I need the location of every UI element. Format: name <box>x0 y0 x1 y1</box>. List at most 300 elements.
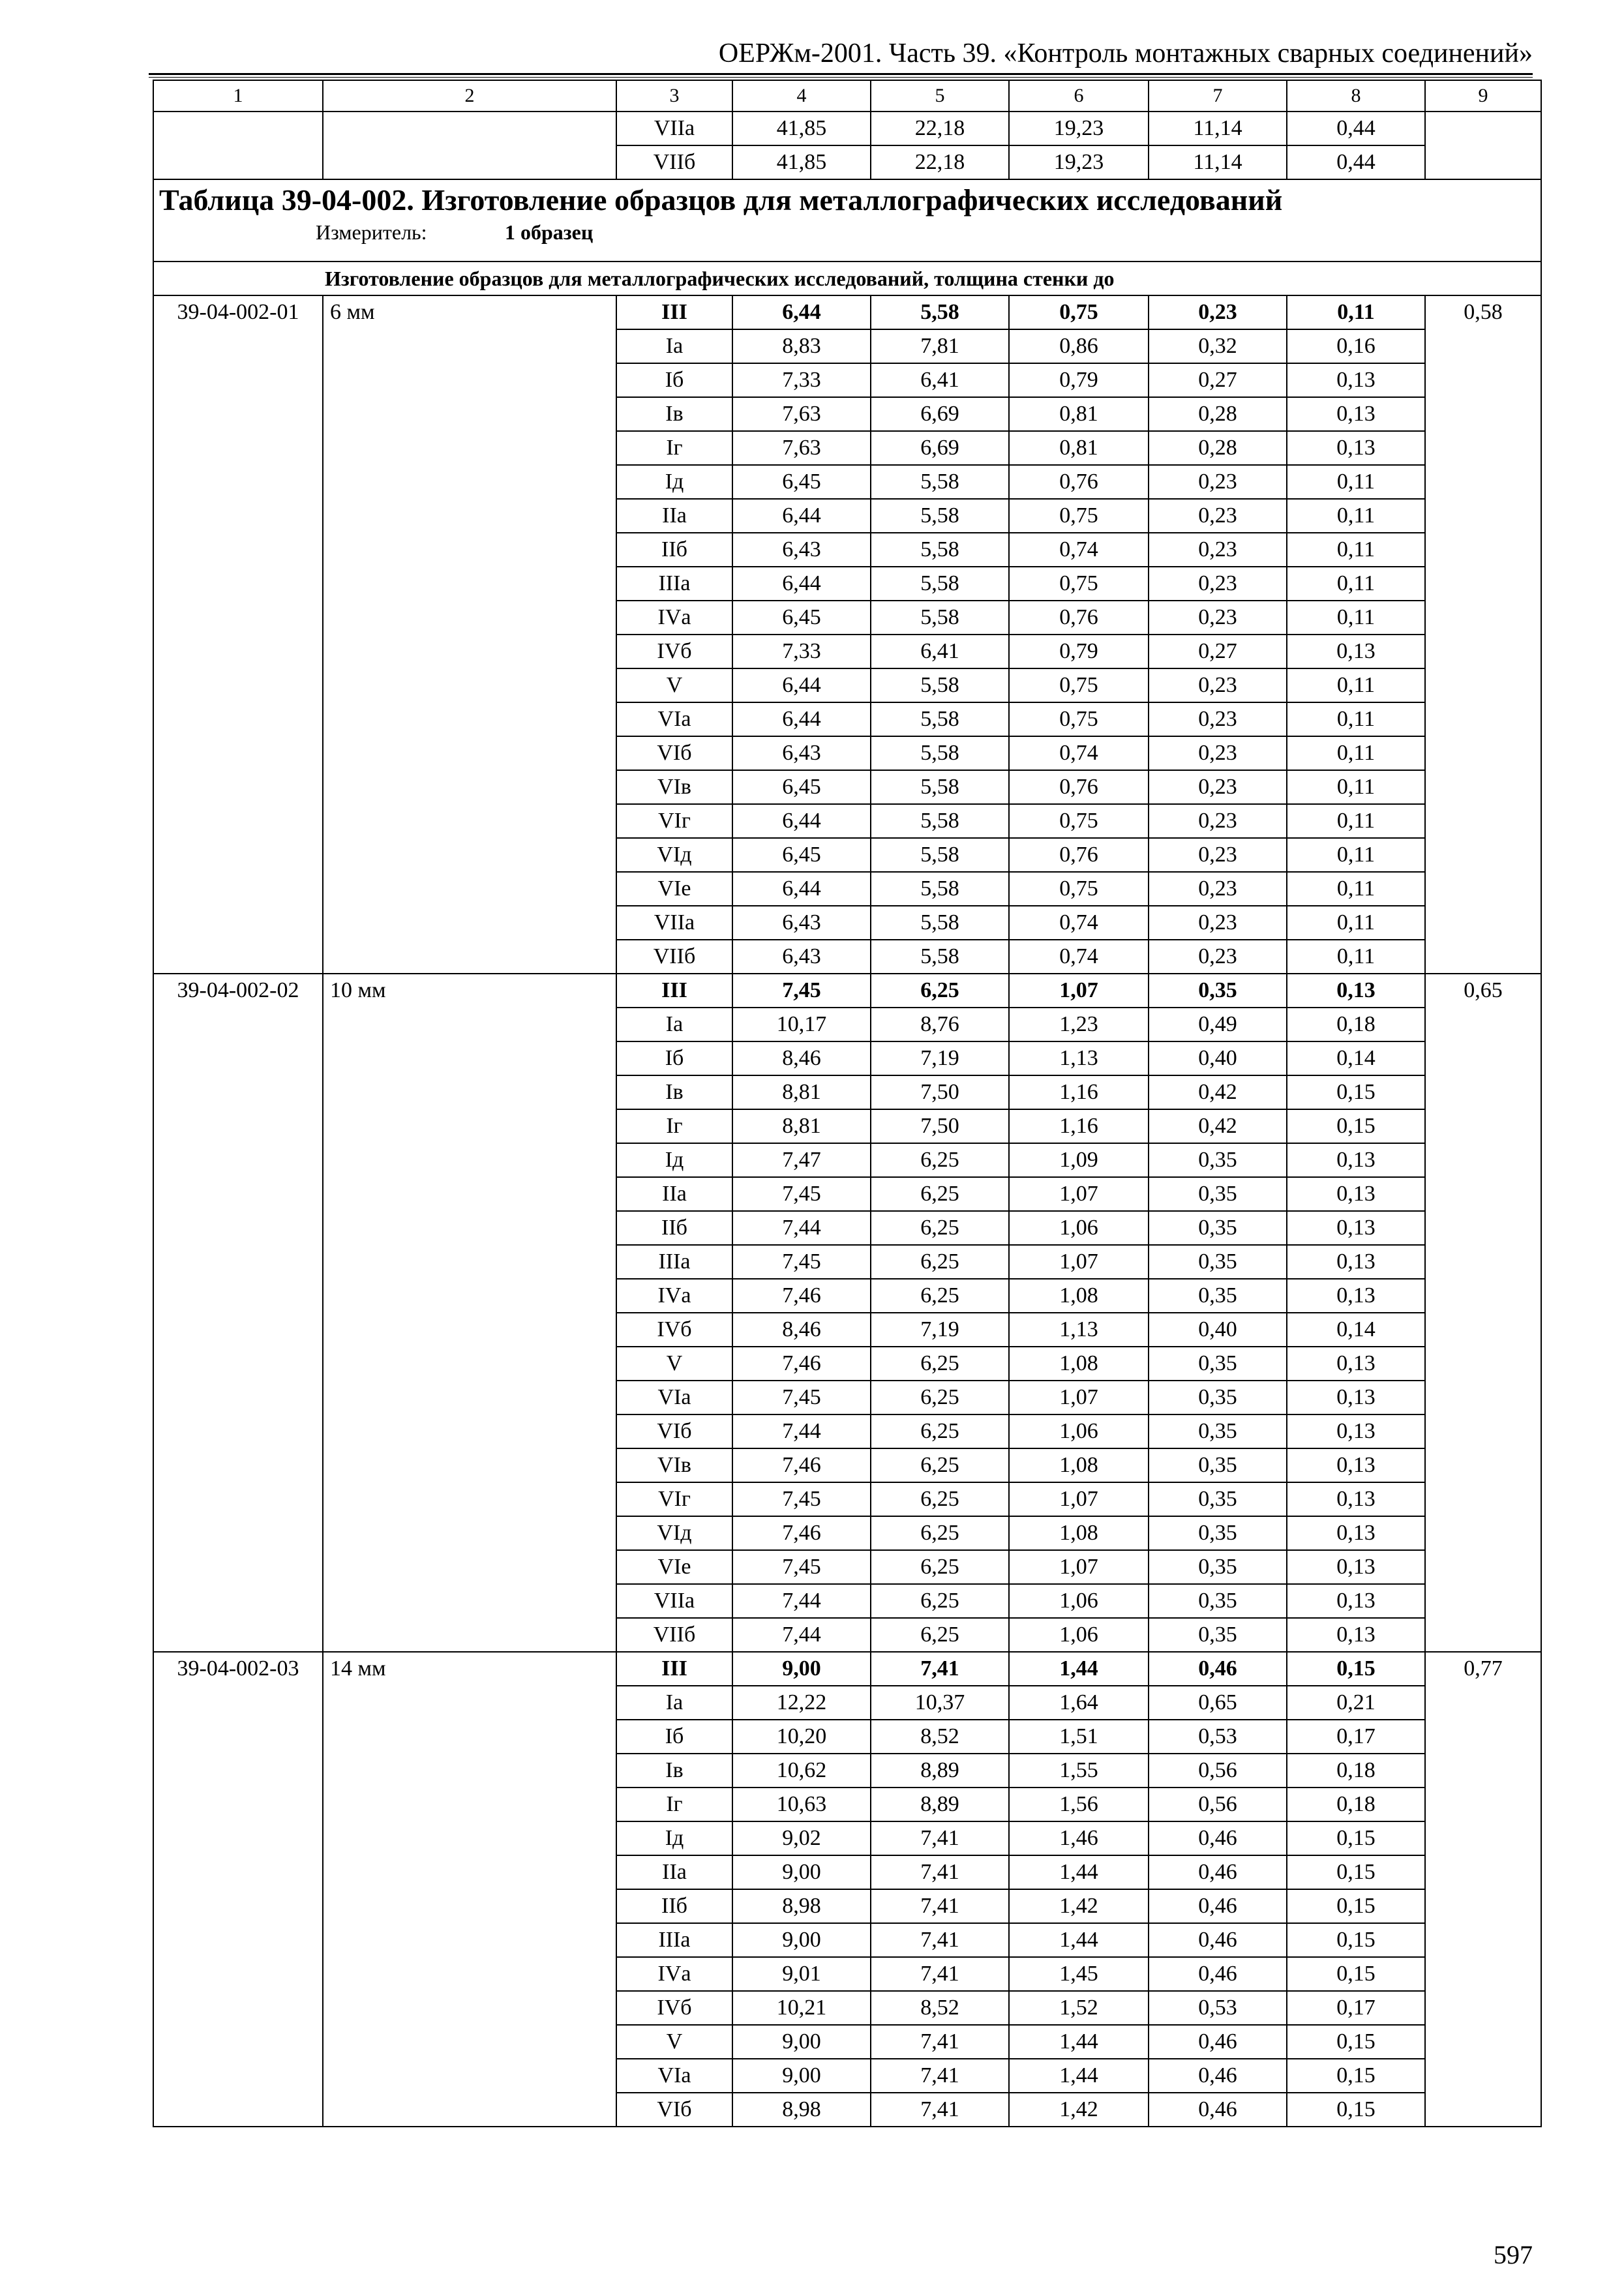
value-cell: 0,46 <box>1149 2093 1287 2127</box>
region-cell: VIа <box>616 2059 732 2093</box>
meter-value: 1 образец <box>505 220 594 244</box>
value-cell: 8,46 <box>732 1041 871 1075</box>
value-cell: 0,35 <box>1149 1381 1287 1414</box>
value-cell: 10,20 <box>732 1720 871 1754</box>
value-cell: 5,58 <box>871 601 1009 635</box>
value-cell: 0,23 <box>1149 804 1287 838</box>
value-cell: 0,13 <box>1287 1448 1425 1482</box>
value-cell: 0,15 <box>1287 1109 1425 1143</box>
value-cell: 1,44 <box>1009 2025 1149 2059</box>
value-cell: 0,75 <box>1009 668 1149 702</box>
region-cell: VIв <box>616 1448 732 1482</box>
region-cell: IVб <box>616 635 732 668</box>
region-cell: VIе <box>616 872 732 906</box>
column-number: 8 <box>1287 80 1425 112</box>
value-cell: 0,16 <box>1287 329 1425 363</box>
value-cell: 6,25 <box>871 974 1009 1008</box>
value-cell: 6,69 <box>871 431 1009 465</box>
value-cell: 8,89 <box>871 1788 1009 1821</box>
value-cell: 0,76 <box>1009 770 1149 804</box>
value-cell: 0,40 <box>1149 1041 1287 1075</box>
column-number: 9 <box>1425 80 1541 112</box>
value-cell: 7,45 <box>732 974 871 1008</box>
value-cell: 0,49 <box>1149 1008 1287 1041</box>
value-cell: 6,25 <box>871 1347 1009 1381</box>
region-cell: VIг <box>616 1482 732 1516</box>
region-cell: Iа <box>616 1008 732 1041</box>
value-cell: 22,18 <box>871 112 1009 145</box>
value-cell: 0,11 <box>1287 295 1425 329</box>
region-cell: VIа <box>616 1381 732 1414</box>
code-cell: 39-04-002-02 <box>153 974 323 1652</box>
value-cell: 1,42 <box>1009 1889 1149 1923</box>
page-number: 597 <box>1494 2240 1533 2269</box>
value-cell: 1,08 <box>1009 1347 1149 1381</box>
region-cell: IIб <box>616 1211 732 1245</box>
value-cell: 6,44 <box>732 567 871 601</box>
value-cell: 0,11 <box>1287 601 1425 635</box>
value-cell: 5,58 <box>871 838 1009 872</box>
value-cell: 0,13 <box>1287 1279 1425 1313</box>
value-cell: 0,86 <box>1009 329 1149 363</box>
value-cell: 0,75 <box>1009 567 1149 601</box>
value-cell: 0,56 <box>1149 1754 1287 1788</box>
value-cell: 5,58 <box>871 702 1009 736</box>
value-cell: 0,13 <box>1287 974 1425 1008</box>
value-cell: 1,06 <box>1009 1211 1149 1245</box>
value-cell: 7,46 <box>732 1448 871 1482</box>
thickness-cell: 14 мм <box>323 1652 616 2127</box>
value-cell: 0,81 <box>1009 397 1149 431</box>
value-cell: 0,23 <box>1149 838 1287 872</box>
value-cell: 1,13 <box>1009 1041 1149 1075</box>
value-cell: 6,69 <box>871 397 1009 431</box>
value-cell: 0,35 <box>1149 1550 1287 1584</box>
value-cell: 1,07 <box>1009 974 1149 1008</box>
value-cell: 7,44 <box>732 1414 871 1448</box>
value-cell: 0,23 <box>1149 940 1287 974</box>
value-cell: 0,11 <box>1287 872 1425 906</box>
region-cell: IVа <box>616 1957 732 1991</box>
value-cell: 0,35 <box>1149 1177 1287 1211</box>
value-cell: 0,13 <box>1287 1245 1425 1279</box>
value-cell: 1,07 <box>1009 1482 1149 1516</box>
region-cell: VIб <box>616 736 732 770</box>
value-cell: 0,23 <box>1149 906 1287 940</box>
value-cell: 1,51 <box>1009 1720 1149 1754</box>
region-cell: VIг <box>616 804 732 838</box>
value-cell: 0,13 <box>1287 1550 1425 1584</box>
value-cell: 0,76 <box>1009 838 1149 872</box>
value-cell: 0,23 <box>1149 499 1287 533</box>
value-cell: 0,13 <box>1287 363 1425 397</box>
value-cell: 1,44 <box>1009 2059 1149 2093</box>
value-cell: 5,58 <box>871 499 1009 533</box>
value-cell: 0,23 <box>1149 702 1287 736</box>
value-cell: 5,58 <box>871 804 1009 838</box>
value-cell: 6,45 <box>732 465 871 499</box>
price-cell: 0,58 <box>1425 295 1541 974</box>
region-cell: VIв <box>616 770 732 804</box>
value-cell: 0,76 <box>1009 601 1149 635</box>
value-cell: 7,41 <box>871 2093 1009 2127</box>
value-cell: 19,23 <box>1009 112 1149 145</box>
value-cell: 6,25 <box>871 1279 1009 1313</box>
value-cell: 6,25 <box>871 1584 1009 1618</box>
value-cell: 6,43 <box>732 736 871 770</box>
section-heading: Изготовление образцов для металлографических исследований, толщина стенки до <box>153 262 1541 295</box>
value-cell: 0,46 <box>1149 1821 1287 1855</box>
value-cell: 0,13 <box>1287 1381 1425 1414</box>
value-cell: 0,44 <box>1287 112 1425 145</box>
region-cell: IVа <box>616 1279 732 1313</box>
value-cell: 0,11 <box>1287 770 1425 804</box>
value-cell: 9,00 <box>732 1923 871 1957</box>
value-cell: 0,56 <box>1149 1788 1287 1821</box>
value-cell: 7,44 <box>732 1618 871 1652</box>
value-cell: 6,45 <box>732 770 871 804</box>
value-cell: 0,11 <box>1287 838 1425 872</box>
value-cell: 7,41 <box>871 1889 1009 1923</box>
value-cell: 0,75 <box>1009 295 1149 329</box>
value-cell: 0,27 <box>1149 635 1287 668</box>
value-cell: 7,41 <box>871 1821 1009 1855</box>
value-cell: 1,16 <box>1009 1109 1149 1143</box>
region-cell: IIа <box>616 1855 732 1889</box>
value-cell: 7,45 <box>732 1482 871 1516</box>
value-cell: 6,25 <box>871 1245 1009 1279</box>
region-cell: VIIб <box>616 145 732 179</box>
value-cell: 1,09 <box>1009 1143 1149 1177</box>
value-cell: 1,45 <box>1009 1957 1149 1991</box>
value-cell: 5,58 <box>871 872 1009 906</box>
value-cell: 6,25 <box>871 1550 1009 1584</box>
value-cell: 0,18 <box>1287 1754 1425 1788</box>
value-cell: 0,35 <box>1149 974 1287 1008</box>
region-cell: Iа <box>616 1686 732 1720</box>
value-cell: 0,76 <box>1009 465 1149 499</box>
region-cell: IIа <box>616 499 732 533</box>
value-cell: 9,00 <box>732 2059 871 2093</box>
value-cell: 22,18 <box>871 145 1009 179</box>
value-cell: 7,63 <box>732 431 871 465</box>
value-cell: 0,23 <box>1149 668 1287 702</box>
value-cell: 6,25 <box>871 1618 1009 1652</box>
value-cell: 9,00 <box>732 1855 871 1889</box>
value-cell: 0,15 <box>1287 1957 1425 1991</box>
region-cell: V <box>616 1347 732 1381</box>
value-cell: 0,13 <box>1287 1143 1425 1177</box>
region-cell: Iб <box>616 363 732 397</box>
value-cell: 5,58 <box>871 906 1009 940</box>
value-cell: 1,06 <box>1009 1618 1149 1652</box>
value-cell: 6,25 <box>871 1381 1009 1414</box>
region-cell: VIIа <box>616 112 732 145</box>
value-cell: 0,18 <box>1287 1008 1425 1041</box>
region-cell: Iд <box>616 1143 732 1177</box>
value-cell: 7,41 <box>871 1957 1009 1991</box>
value-cell: 0,13 <box>1287 397 1425 431</box>
value-cell: 0,15 <box>1287 2093 1425 2127</box>
value-cell: 7,41 <box>871 1855 1009 1889</box>
value-cell: 8,46 <box>732 1313 871 1347</box>
value-cell: 0,11 <box>1287 499 1425 533</box>
code-cell: 39-04-002-01 <box>153 295 323 974</box>
value-cell: 0,35 <box>1149 1584 1287 1618</box>
value-cell: 0,15 <box>1287 1889 1425 1923</box>
value-cell: 6,41 <box>871 363 1009 397</box>
region-cell: IVб <box>616 1991 732 2025</box>
column-number: 1 <box>153 80 323 112</box>
value-cell: 6,25 <box>871 1143 1009 1177</box>
region-cell: VIб <box>616 2093 732 2127</box>
value-cell: 0,13 <box>1287 1347 1425 1381</box>
value-cell: 0,79 <box>1009 635 1149 668</box>
value-cell: 0,32 <box>1149 329 1287 363</box>
value-cell: 6,25 <box>871 1482 1009 1516</box>
region-cell: IIIа <box>616 1923 732 1957</box>
value-cell: 9,01 <box>732 1957 871 1991</box>
value-cell: 0,74 <box>1009 736 1149 770</box>
value-cell: 5,58 <box>871 567 1009 601</box>
value-cell: 1,08 <box>1009 1279 1149 1313</box>
value-cell: 10,17 <box>732 1008 871 1041</box>
value-cell: 19,23 <box>1009 145 1149 179</box>
value-cell: 7,63 <box>732 397 871 431</box>
value-cell: 0,15 <box>1287 1923 1425 1957</box>
code-cell <box>153 112 323 179</box>
region-cell: VIIа <box>616 906 732 940</box>
value-cell: 0,13 <box>1287 635 1425 668</box>
value-cell: 10,37 <box>871 1686 1009 1720</box>
region-cell: Iд <box>616 465 732 499</box>
value-cell: 1,55 <box>1009 1754 1149 1788</box>
value-cell: 0,35 <box>1149 1618 1287 1652</box>
value-cell: 0,11 <box>1287 804 1425 838</box>
value-cell: 0,46 <box>1149 1652 1287 1686</box>
table-title-row <box>153 179 1541 262</box>
value-cell: 0,23 <box>1149 736 1287 770</box>
table-row <box>153 295 1541 329</box>
table-row <box>153 974 1541 1008</box>
value-cell: 0,13 <box>1287 431 1425 465</box>
value-cell: 1,08 <box>1009 1448 1149 1482</box>
value-cell: 6,43 <box>732 940 871 974</box>
value-cell: 7,41 <box>871 1923 1009 1957</box>
value-cell: 0,21 <box>1287 1686 1425 1720</box>
region-cell: IVа <box>616 601 732 635</box>
value-cell: 0,35 <box>1149 1347 1287 1381</box>
value-cell: 0,17 <box>1287 1720 1425 1754</box>
value-cell: 0,13 <box>1287 1584 1425 1618</box>
value-cell: 0,15 <box>1287 2059 1425 2093</box>
rates-table <box>153 80 1542 2127</box>
value-cell: 0,13 <box>1287 1482 1425 1516</box>
value-cell: 6,44 <box>732 295 871 329</box>
region-cell: IIб <box>616 1889 732 1923</box>
value-cell: 0,11 <box>1287 533 1425 567</box>
value-cell: 0,42 <box>1149 1075 1287 1109</box>
value-cell: 0,11 <box>1287 567 1425 601</box>
value-cell: 1,44 <box>1009 1652 1149 1686</box>
region-cell: VIа <box>616 702 732 736</box>
thickness-cell: 10 мм <box>323 974 616 1652</box>
value-cell: 1,52 <box>1009 1991 1149 2025</box>
value-cell: 0,11 <box>1287 702 1425 736</box>
table-title: Таблица 39-04-002. Изготовление образцов для металлографических исследований <box>159 183 1283 217</box>
value-cell: 7,44 <box>732 1584 871 1618</box>
value-cell: 6,45 <box>732 601 871 635</box>
value-cell: 0,65 <box>1149 1686 1287 1720</box>
region-cell: Iг <box>616 1788 732 1821</box>
value-cell: 8,76 <box>871 1008 1009 1041</box>
value-cell: 0,42 <box>1149 1109 1287 1143</box>
region-cell: V <box>616 668 732 702</box>
value-cell: 6,25 <box>871 1211 1009 1245</box>
value-cell: 7,46 <box>732 1516 871 1550</box>
value-cell: 0,15 <box>1287 1821 1425 1855</box>
region-cell: VIIб <box>616 940 732 974</box>
value-cell: 0,35 <box>1149 1414 1287 1448</box>
column-number-row <box>153 80 1541 112</box>
value-cell: 8,81 <box>732 1075 871 1109</box>
region-cell: III <box>616 1652 732 1686</box>
value-cell: 7,45 <box>732 1177 871 1211</box>
value-cell: 0,13 <box>1287 1414 1425 1448</box>
value-cell: 7,41 <box>871 2059 1009 2093</box>
meter-label: Измеритель: <box>316 220 427 244</box>
value-cell: 6,44 <box>732 872 871 906</box>
region-cell: Iб <box>616 1041 732 1075</box>
region-cell: VIIб <box>616 1618 732 1652</box>
value-cell: 1,13 <box>1009 1313 1149 1347</box>
value-cell: 0,23 <box>1149 770 1287 804</box>
value-cell: 0,15 <box>1287 1075 1425 1109</box>
value-cell: 0,35 <box>1149 1143 1287 1177</box>
table-row <box>153 1652 1541 1686</box>
region-cell: Iд <box>616 1821 732 1855</box>
thickness-cell: 6 мм <box>323 295 616 974</box>
value-cell: 5,58 <box>871 940 1009 974</box>
value-cell: 7,46 <box>732 1347 871 1381</box>
value-cell: 0,81 <box>1009 431 1149 465</box>
value-cell: 7,45 <box>732 1550 871 1584</box>
value-cell: 9,00 <box>732 1652 871 1686</box>
price-cell <box>1425 112 1541 179</box>
value-cell: 1,56 <box>1009 1788 1149 1821</box>
code-cell: 39-04-002-03 <box>153 1652 323 2127</box>
column-number: 7 <box>1149 80 1287 112</box>
value-cell: 1,06 <box>1009 1584 1149 1618</box>
header-rule <box>149 73 1533 75</box>
value-cell: 6,44 <box>732 804 871 838</box>
value-cell: 8,98 <box>732 2093 871 2127</box>
value-cell: 0,35 <box>1149 1211 1287 1245</box>
value-cell: 0,79 <box>1009 363 1149 397</box>
region-cell: Iа <box>616 329 732 363</box>
value-cell: 0,11 <box>1287 940 1425 974</box>
value-cell: 0,46 <box>1149 1923 1287 1957</box>
region-cell: Iв <box>616 1754 732 1788</box>
value-cell: 8,52 <box>871 1720 1009 1754</box>
value-cell: 6,25 <box>871 1448 1009 1482</box>
value-cell: 0,15 <box>1287 1652 1425 1686</box>
value-cell: 0,15 <box>1287 2025 1425 2059</box>
value-cell: 1,42 <box>1009 2093 1149 2127</box>
value-cell: 0,46 <box>1149 2025 1287 2059</box>
value-cell: 0,53 <box>1149 1991 1287 2025</box>
value-cell: 1,07 <box>1009 1245 1149 1279</box>
value-cell: 0,28 <box>1149 397 1287 431</box>
value-cell: 0,35 <box>1149 1482 1287 1516</box>
value-cell: 6,25 <box>871 1414 1009 1448</box>
value-cell: 6,44 <box>732 702 871 736</box>
region-cell: IIIа <box>616 1245 732 1279</box>
value-cell: 5,58 <box>871 533 1009 567</box>
value-cell: 12,22 <box>732 1686 871 1720</box>
price-cell: 0,65 <box>1425 974 1541 1652</box>
value-cell: 0,13 <box>1287 1177 1425 1211</box>
value-cell: 1,44 <box>1009 1923 1149 1957</box>
value-cell: 0,18 <box>1287 1788 1425 1821</box>
value-cell: 7,50 <box>871 1075 1009 1109</box>
value-cell: 1,46 <box>1009 1821 1149 1855</box>
value-cell: 9,02 <box>732 1821 871 1855</box>
value-cell: 6,45 <box>732 838 871 872</box>
value-cell: 0,11 <box>1287 465 1425 499</box>
value-cell: 7,33 <box>732 363 871 397</box>
value-cell: 10,62 <box>732 1754 871 1788</box>
region-cell: VIе <box>616 1550 732 1584</box>
value-cell: 0,14 <box>1287 1041 1425 1075</box>
value-cell: 0,27 <box>1149 363 1287 397</box>
column-number: 3 <box>616 80 732 112</box>
value-cell: 10,21 <box>732 1991 871 2025</box>
value-cell: 7,45 <box>732 1381 871 1414</box>
value-cell: 41,85 <box>732 145 871 179</box>
value-cell: 8,98 <box>732 1889 871 1923</box>
region-cell: III <box>616 295 732 329</box>
value-cell: 8,52 <box>871 1991 1009 2025</box>
value-cell: 0,13 <box>1287 1516 1425 1550</box>
value-cell: 7,45 <box>732 1245 871 1279</box>
meter-line <box>159 222 1541 243</box>
value-cell: 0,40 <box>1149 1313 1287 1347</box>
value-cell: 7,41 <box>871 1652 1009 1686</box>
value-cell: 0,46 <box>1149 1855 1287 1889</box>
region-cell: Iв <box>616 397 732 431</box>
table-title-cell <box>153 179 1541 262</box>
region-cell: VIд <box>616 1516 732 1550</box>
value-cell: 1,08 <box>1009 1516 1149 1550</box>
value-cell: 7,46 <box>732 1279 871 1313</box>
region-cell: V <box>616 2025 732 2059</box>
value-cell: 0,46 <box>1149 2059 1287 2093</box>
value-cell: 0,74 <box>1009 940 1149 974</box>
value-cell: 0,75 <box>1009 702 1149 736</box>
value-cell: 0,13 <box>1287 1211 1425 1245</box>
region-cell: Iг <box>616 1109 732 1143</box>
value-cell: 0,75 <box>1009 499 1149 533</box>
value-cell: 7,47 <box>732 1143 871 1177</box>
value-cell: 10,63 <box>732 1788 871 1821</box>
value-cell: 0,46 <box>1149 1957 1287 1991</box>
column-number: 2 <box>323 80 616 112</box>
region-cell: IIб <box>616 533 732 567</box>
value-cell: 0,35 <box>1149 1279 1287 1313</box>
value-cell: 8,89 <box>871 1754 1009 1788</box>
region-cell: Iг <box>616 431 732 465</box>
